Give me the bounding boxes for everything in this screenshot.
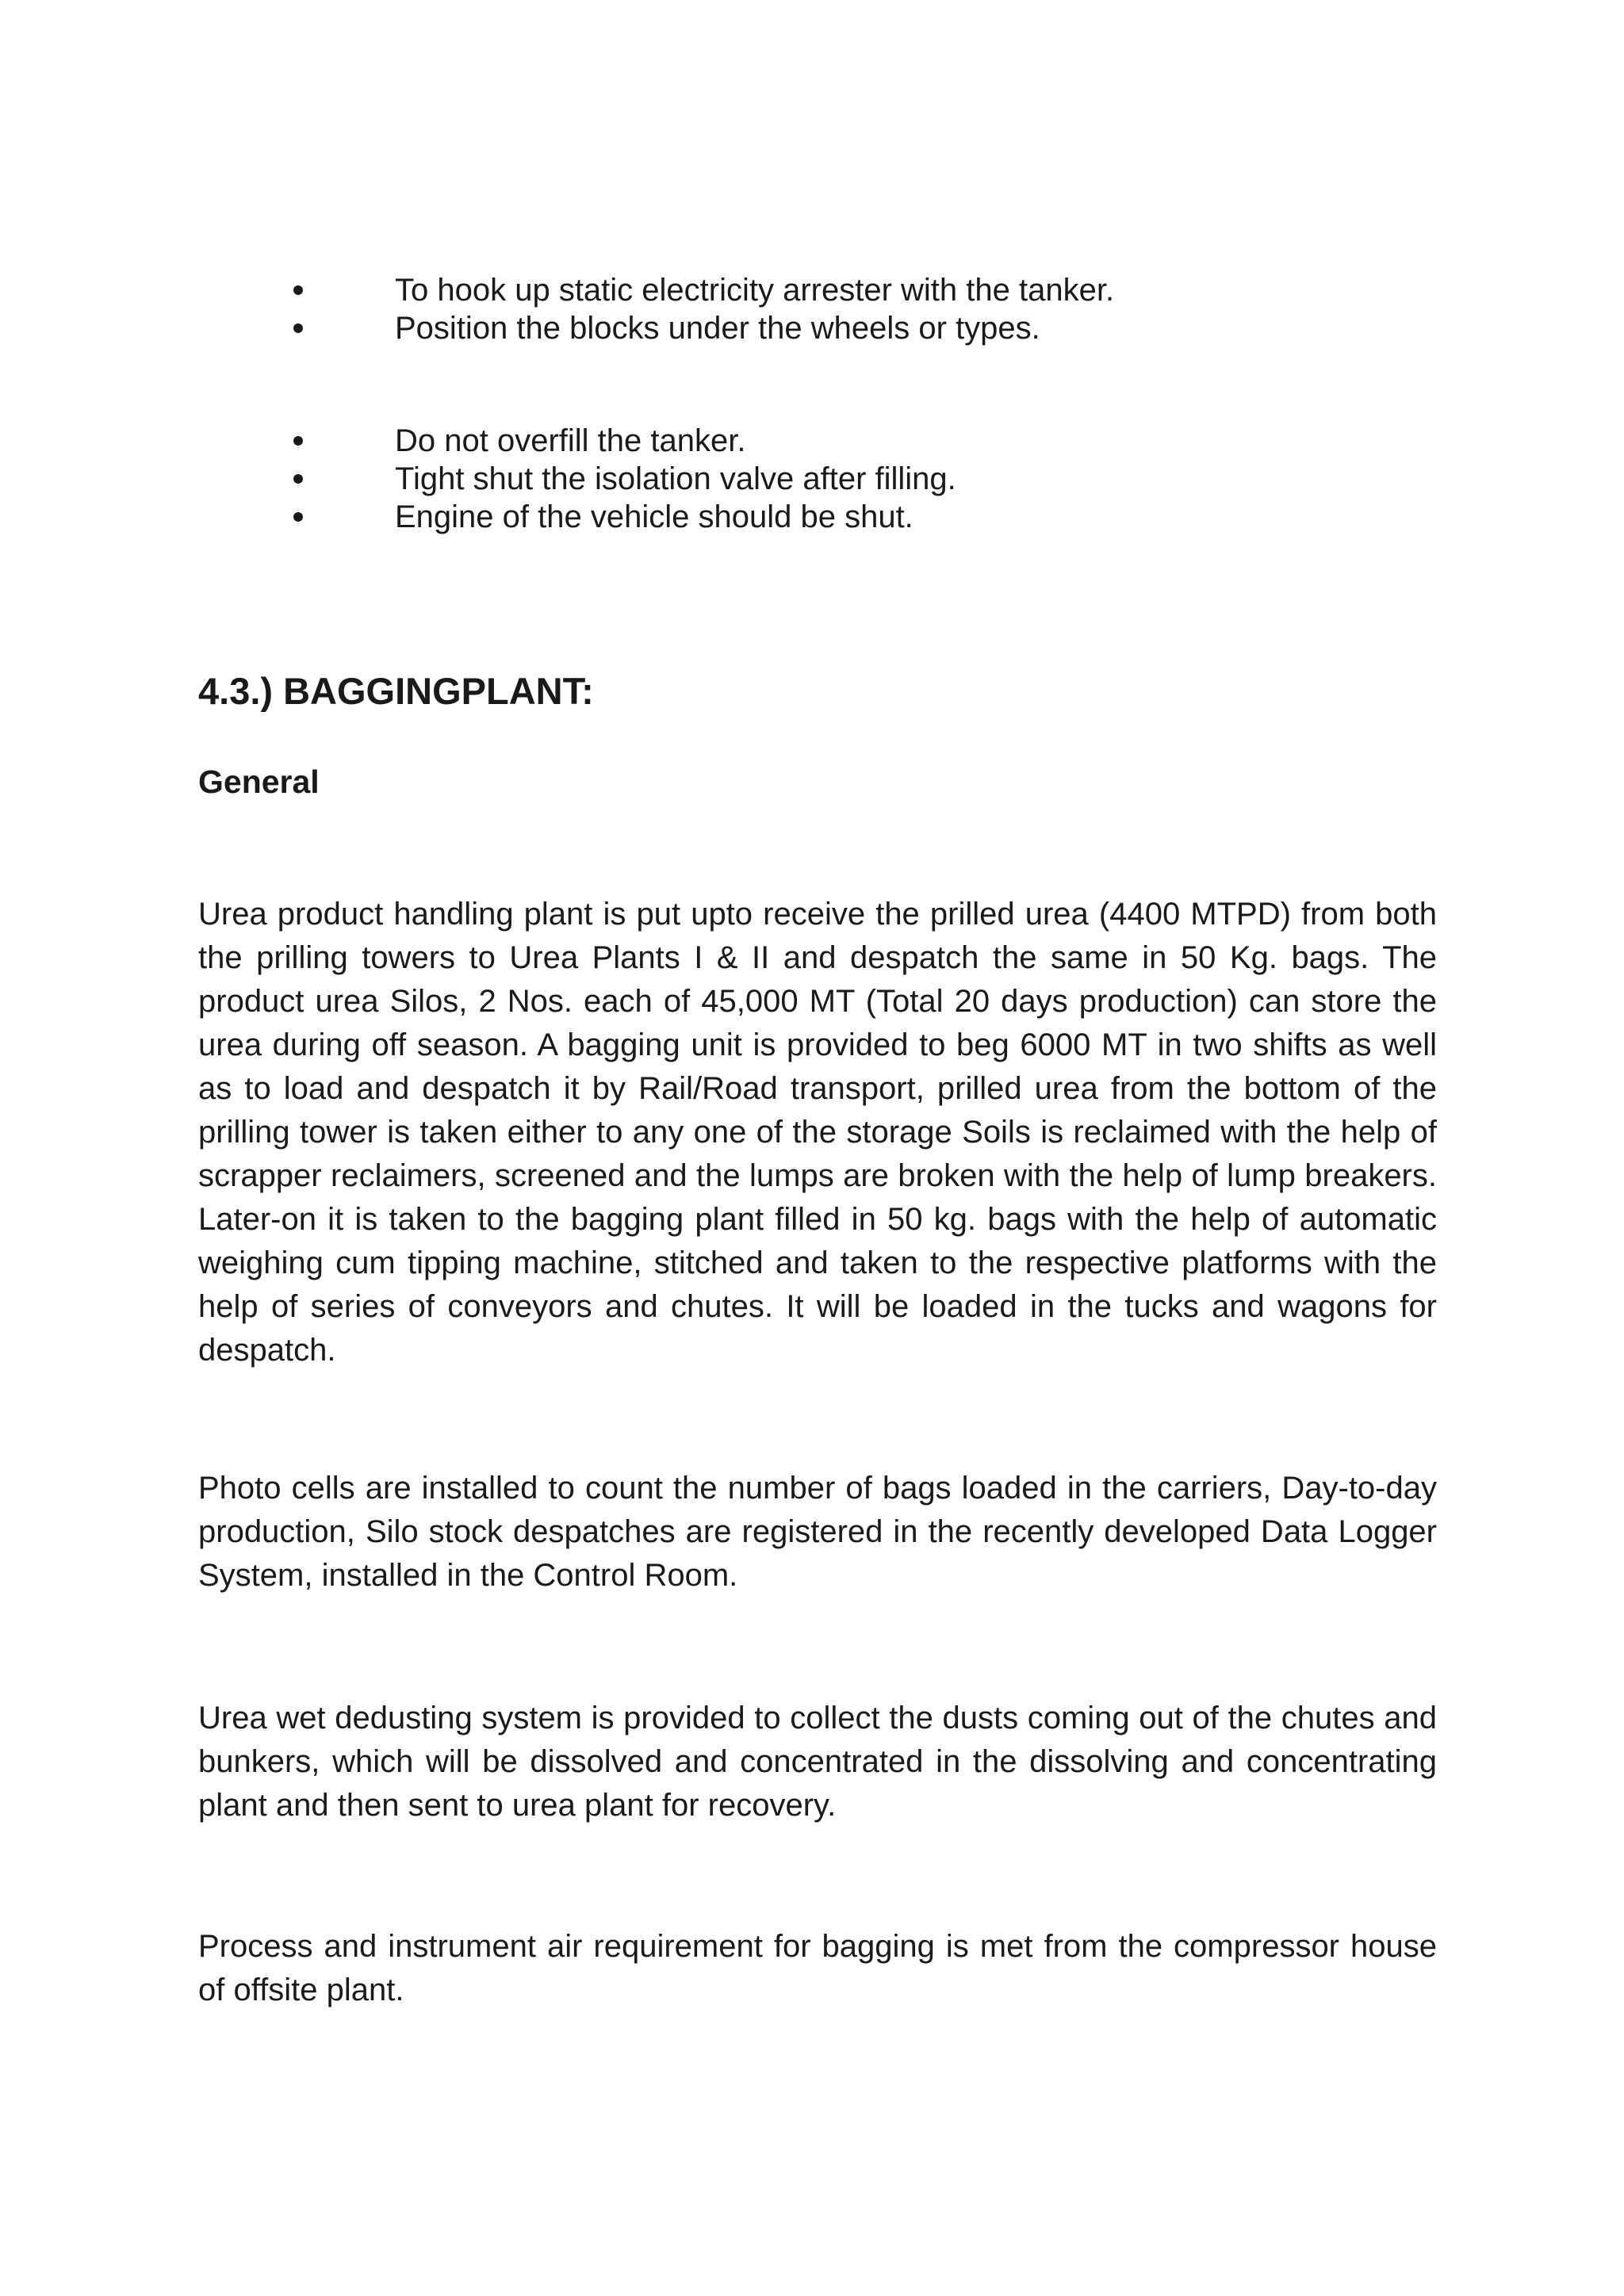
- bullet-item: [293, 498, 956, 536]
- bullet-text: To hook up static electricity arrester with the tanker.: [395, 273, 1115, 308]
- bullet-dot-icon: [293, 474, 303, 484]
- paragraph-urea-handling: Urea product handling plant is put upto receive the prilled urea (4400 MTPD) from both the prilling towers to Urea Plants I & II and despatch the same in 50 Kg. bags. The product urea Silos, 2 Nos. each of 45,000 MT (Total 20 days production) can store the urea during off season. A bagging unit is provided to beg 6000 MT in two shifts as well as to load and despatch it by Rail/Road transport, prilled urea from the bottom of the prilling tower is taken either to any one of the storage Soils is reclaimed with the help of scrapper reclaimers, screened and the lumps are broken with the help of lump breakers. Later-on it is taken to the bagging plant filled in 50 kg. bags with the help of automatic weighing cum tipping machine, stitched and taken to the respective platforms with the help of series of conveyors and chutes. It will be loaded in the tucks and wagons for despatch.: [198, 897, 1437, 1368]
- bullet-list-tanker-prep: [293, 271, 1114, 347]
- section-heading: 4.3.) BAGGINGPLANT:: [198, 670, 594, 712]
- bullet-item: [293, 271, 1114, 309]
- bullet-text: Tight shut the isolation valve after filling.: [395, 461, 956, 496]
- bullet-list-filling: [293, 422, 956, 536]
- section-subheading: General: [198, 763, 320, 800]
- bullet-dot-icon: [293, 512, 303, 522]
- bullet-item: [293, 460, 956, 498]
- paragraph-photo-cells: Photo cells are installed to count the number of bags loaded in the carriers, Day-to-day production, Silo stock despatches are registered in the recently developed Data Logger System, installed in the Control Room.: [198, 1471, 1437, 1593]
- bullet-dot-icon: [293, 323, 303, 333]
- paragraph-dedusting: Urea wet dedusting system is provided to collect the dusts coming out of the chutes and bunkers, which will be dissolved and concentrated in the dissolving and concentrating plant and then sent to urea plant for recovery.: [198, 1701, 1437, 1823]
- bullet-text: Position the blocks under the wheels or types.: [395, 311, 1040, 346]
- paragraph-air-requirement: Process and instrument air requirement for bagging is met from the compressor house of offsite plant.: [198, 1929, 1437, 2007]
- bullet-text: Do not overfill the tanker.: [395, 423, 746, 458]
- bullet-text: Engine of the vehicle should be shut.: [395, 499, 914, 534]
- bullet-item: [293, 309, 1114, 347]
- bullet-dot-icon: [293, 436, 303, 446]
- bullet-item: [293, 422, 956, 460]
- bullet-dot-icon: [293, 285, 303, 295]
